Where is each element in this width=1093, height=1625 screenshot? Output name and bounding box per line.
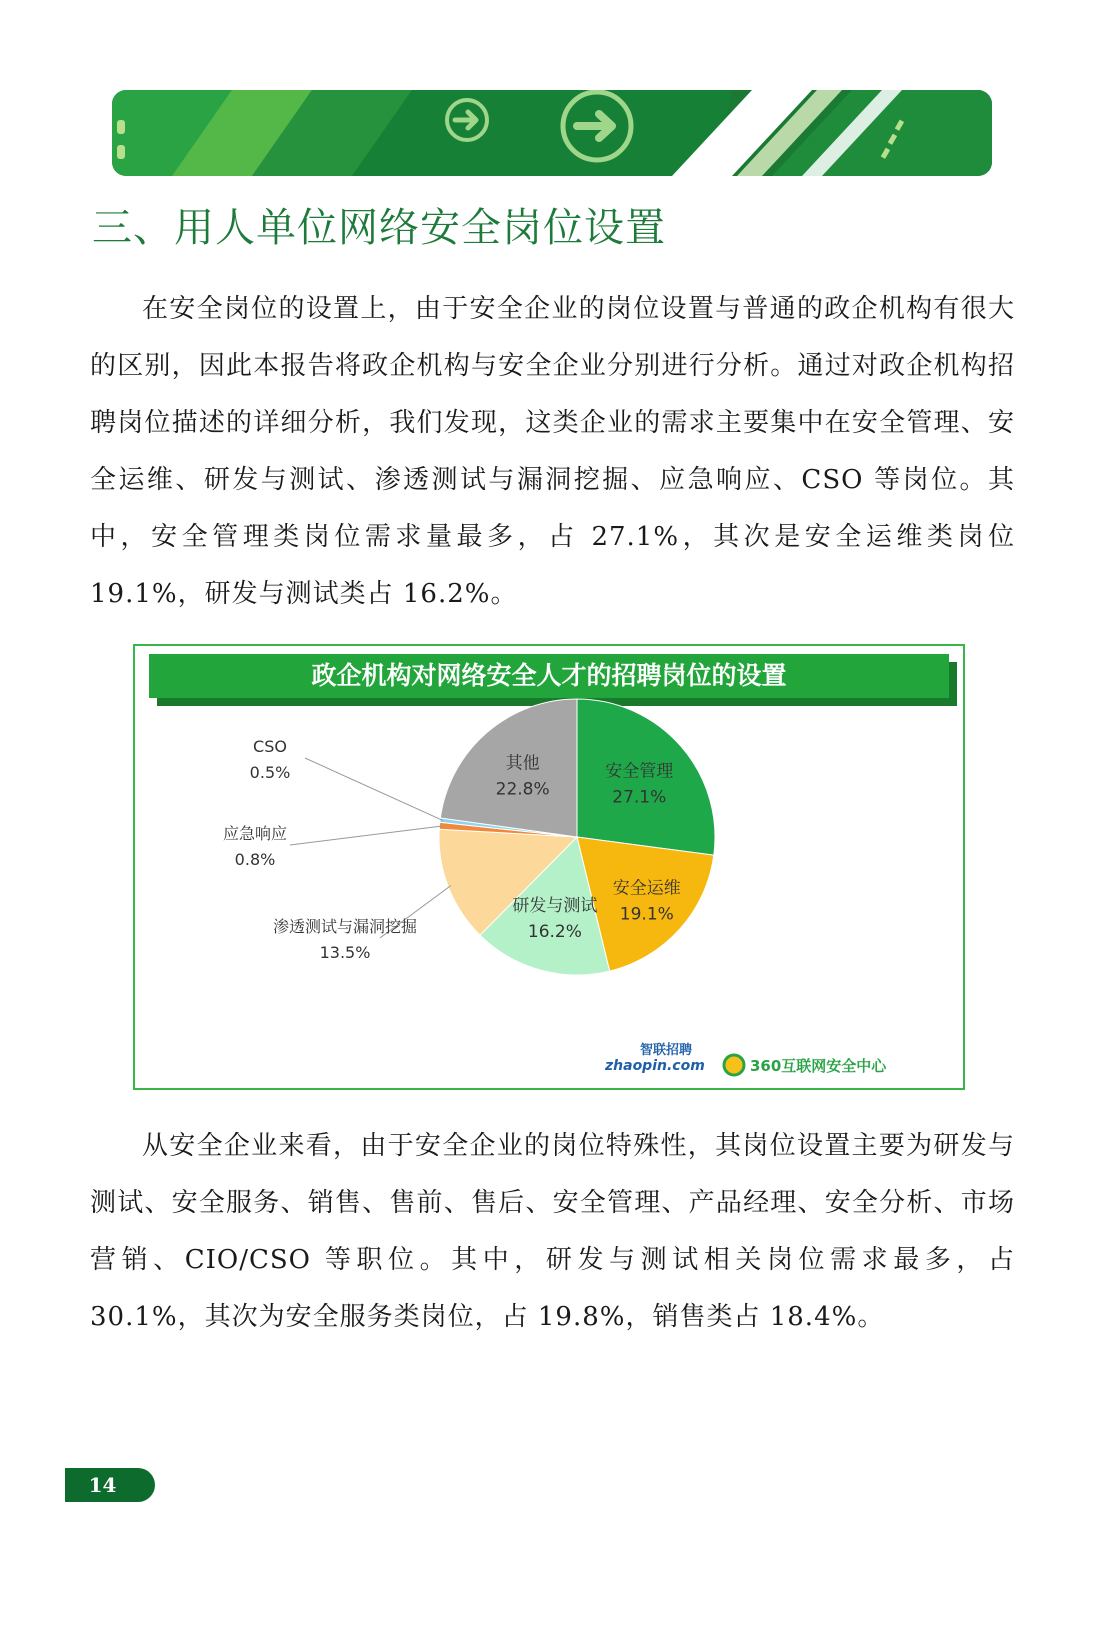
slice-value-1: 19.1%	[619, 904, 674, 925]
page-number-badge	[65, 1468, 155, 1502]
slice-value-4: 0.8%	[234, 850, 276, 869]
header-banner	[112, 90, 992, 176]
slice-label-3: 渗透测试与漏洞挖掘	[272, 917, 418, 936]
slice-label-4: 应急响应	[222, 824, 288, 843]
pie-chart	[135, 646, 963, 1088]
paragraph-government: 在安全岗位的设置上，由于安全企业的岗位设置与普通的政企机构有很大的区别，因此本报告将政企机构与安全企业分别进行分析。通过对政企机构招聘岗位描述的详细分析，我们发现，这类企业的需求主要集中在安全管理、安全运维、研发与测试、渗透测试与漏洞挖掘、应急响应、CSO 等岗位。其中，安全管理类岗位需求量最多，占 27.1%，其次是安全运维类岗位 19.1%，研发与测试类占 16.2%。	[90, 294, 1015, 609]
slice-label-2: 研发与测试	[512, 895, 598, 916]
paragraph-security-companies: 从安全企业来看，由于安全企业的岗位特殊性，其岗位设置主要为研发与测试、安全服务、销售、售前、售后、安全管理、产品经理、安全分析、市场营销、CIO/CSO 等职位。其中，研发与测试相关岗位需求最多，占 30.1%，其次为安全服务类岗位，占 19.8%，销售类占 18.4%。	[90, 1131, 1015, 1332]
center-logo-icon	[724, 1055, 744, 1075]
slice-label-5: CSO	[253, 737, 287, 756]
slice-value-0: 27.1%	[612, 787, 667, 808]
slice-label-1: 安全运维	[612, 878, 681, 899]
page-number: 14	[88, 1473, 117, 1497]
slice-value-5: 0.5%	[249, 763, 291, 782]
slice-label-6: 其他	[505, 753, 540, 774]
leader-line-5	[305, 758, 443, 820]
slice-value-6: 22.8%	[495, 779, 550, 800]
center-logo-text: 360互联网安全中心	[750, 1057, 887, 1075]
zhaopin-logo-text: zhaopin.com	[605, 1058, 705, 1074]
chart-figure	[133, 644, 965, 1090]
section-title: 三、用人单位网络安全岗位设置	[92, 205, 666, 251]
chart-title: 政企机构对网络安全人才的招聘岗位的设置	[311, 661, 787, 690]
slice-value-3: 13.5%	[319, 943, 371, 962]
zhaopin-logo-cn: 智联招聘	[640, 1043, 693, 1058]
leader-line-4	[290, 826, 442, 845]
slice-value-2: 16.2%	[527, 921, 582, 942]
slice-label-0: 安全管理	[605, 761, 674, 782]
